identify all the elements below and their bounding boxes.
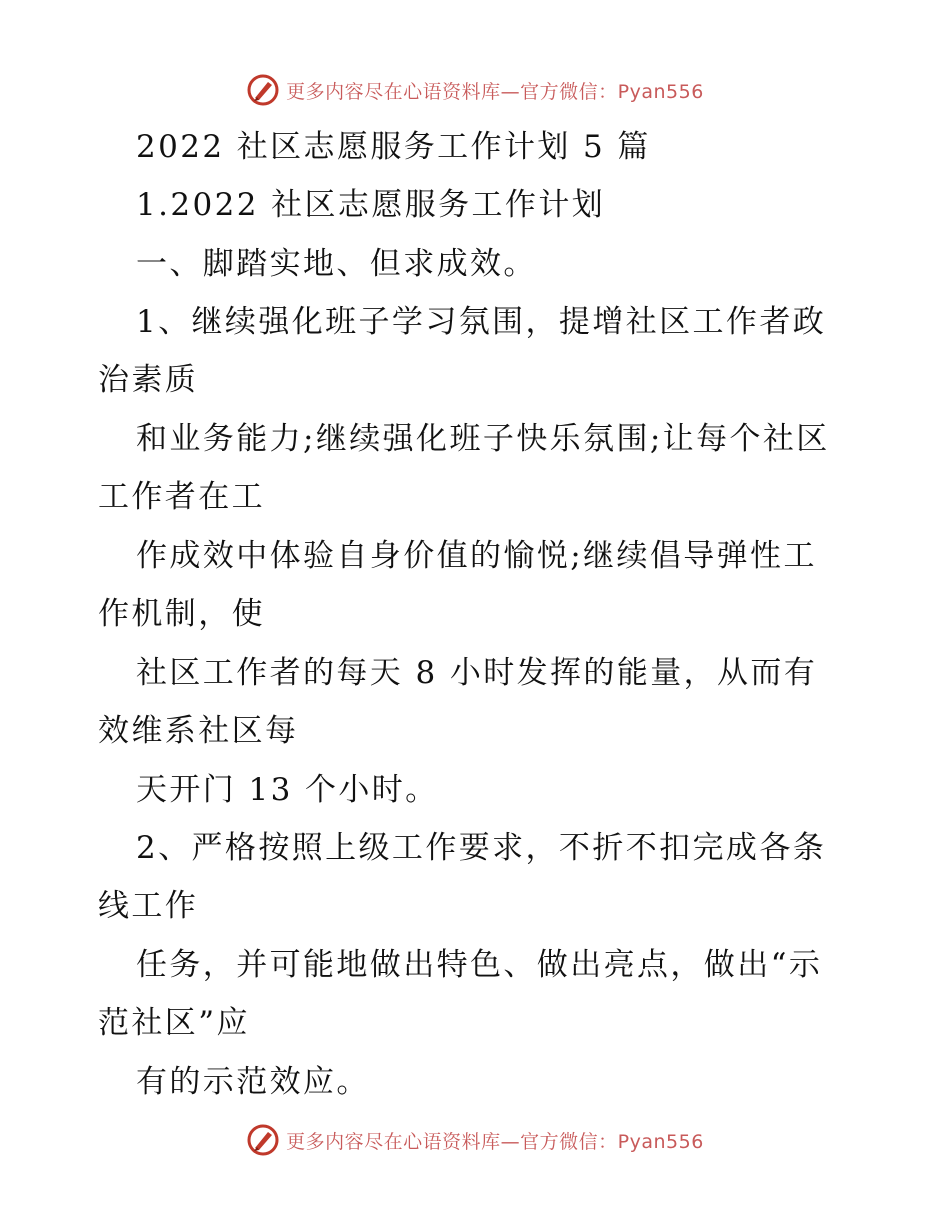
paragraph-line: 线工作	[98, 888, 199, 924]
document-title: 2022 社区志愿服务工作计划 5 篇	[136, 129, 651, 165]
paragraph-line: 天开门 13 个小时。	[136, 772, 439, 808]
footer-banner	[0, 1120, 950, 1160]
paragraph-line: 1、继续强化班子学习氛围，提增社区工作者政	[136, 304, 827, 340]
section-heading: 1.2022 社区志愿服务工作计划	[136, 187, 606, 223]
paragraph-line: 效维系社区每	[98, 713, 299, 749]
banner-text: 更多内容尽在心语资料库—官方微信：Pyan556	[286, 1130, 704, 1153]
subsection-heading: 一、脚踏实地、但求成效。	[136, 246, 537, 282]
paragraph-line: 治素质	[98, 362, 199, 398]
paragraph-line: 作成效中体验自身价值的愉悦;继续倡导弹性工	[136, 538, 817, 574]
paragraph-line: 任务，并可能地做出特色、做出亮点，做出“示	[136, 947, 823, 983]
paragraph-line: 2、严格按照上级工作要求，不折不扣完成各条	[136, 830, 827, 866]
paragraph-line: 作机制，使	[98, 596, 265, 632]
paragraph-line: 范社区”应	[98, 1005, 250, 1041]
paragraph-line: 有的示范效应。	[136, 1064, 370, 1100]
paragraph-line: 和业务能力;继续强化班子快乐氛围;让每个社区	[136, 421, 830, 457]
logo-icon	[246, 1123, 280, 1157]
banner-text: 更多内容尽在心语资料库—官方微信：Pyan556	[286, 80, 704, 103]
paragraph-line: 工作者在工	[98, 479, 265, 515]
paragraph-line: 社区工作者的每天 8 小时发挥的能量，从而有	[136, 655, 818, 691]
